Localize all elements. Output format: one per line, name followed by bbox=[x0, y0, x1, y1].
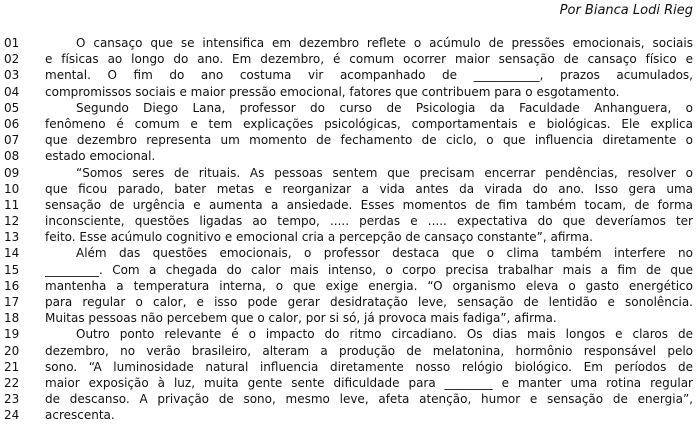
line-number: 20 bbox=[4, 343, 20, 358]
line-text: de descanso. A privação de sono, mesmo leve, afeta atenção, humor e sensação de energia”, bbox=[45, 392, 693, 407]
line-text: que ficou parado, bater metas e reorganizar a vida antes da virada do ano. Isso gera uma bbox=[45, 181, 693, 196]
line-number: 18 bbox=[4, 311, 20, 326]
line-number: 13 bbox=[4, 230, 20, 245]
text-line bbox=[0, 132, 699, 148]
line-text: inconsciente, questões ligadas ao tempo, ..... perdas e ..... expectativa do que deveríamos ter bbox=[45, 214, 693, 229]
text-line bbox=[0, 148, 699, 164]
text-line bbox=[0, 326, 699, 342]
text-line bbox=[0, 262, 699, 278]
line-text: Outro ponto relevante é o impacto do ritmo circadiano. Os dias mais longos e claros de bbox=[76, 327, 693, 342]
line-number: 19 bbox=[4, 327, 20, 342]
line-text: sono. “A luminosidade natural influencia diretamente nosso relógio biológico. Em períodos de bbox=[45, 359, 693, 374]
line-text: O cansaço que se intensifica em dezembro reflete o acúmulo de pressões emocionais, sociais bbox=[76, 36, 693, 50]
line-text: para regular o calor, e isso pode gerar desidratação leve, sensação de lentidão e sonolência. bbox=[45, 295, 693, 309]
line-number: 05 bbox=[4, 100, 20, 115]
author-byline: Por Bianca Lodi Rieg bbox=[559, 3, 693, 18]
line-number: 22 bbox=[4, 375, 20, 390]
text-line bbox=[0, 35, 699, 51]
text-line bbox=[0, 67, 699, 83]
line-text: que dezembro representa um momento de fechamento de ciclo, o que influencia diretamente o bbox=[45, 133, 693, 148]
line-text: “Somos seres de rituais. As pessoas sentem que precisam encerrar pendências, resolver o bbox=[76, 165, 693, 180]
line-number: 24 bbox=[4, 408, 20, 423]
text-line bbox=[0, 116, 699, 132]
text-line bbox=[0, 359, 699, 375]
line-text: Além das questões emocionais, o professor destaca que o clima também interfere no bbox=[76, 246, 693, 261]
line-number: 08 bbox=[4, 149, 20, 164]
line-number: 12 bbox=[4, 214, 20, 229]
text-line bbox=[0, 407, 699, 423]
line-number: 14 bbox=[4, 246, 20, 261]
line-number: 09 bbox=[4, 165, 20, 180]
line-number: 06 bbox=[4, 116, 20, 131]
line-text: mental. O fim do ano costuma vir acompanhado de ___________, prazos acumulados, bbox=[45, 68, 693, 83]
line-text: Muitas pessoas não percebem que o calor, por si só, já provoca mais fadiga”, afirma. bbox=[45, 311, 557, 326]
text-line bbox=[0, 294, 699, 310]
line-text: feito. Esse acúmulo cognitivo e emocional cria a percepção de cansaço constante”, afirma. bbox=[45, 230, 594, 245]
line-text: acrescenta. bbox=[45, 408, 115, 423]
line-number: 17 bbox=[4, 295, 20, 309]
text-line bbox=[0, 343, 699, 359]
text-line bbox=[0, 51, 699, 67]
line-number: 10 bbox=[4, 181, 20, 196]
line-text: maior exposição à luz, muita gente sente dificuldade para ________ e manter uma rotina regular bbox=[45, 375, 693, 390]
text-line bbox=[0, 375, 699, 391]
line-number: 01 bbox=[4, 36, 20, 50]
line-number: 04 bbox=[4, 84, 20, 99]
text-line bbox=[0, 310, 699, 326]
line-number: 03 bbox=[4, 68, 20, 83]
line-text: sensação de urgência e aumenta a ansiedade. Esses momentos de fim também tocam, de forma bbox=[45, 197, 693, 212]
line-number: 02 bbox=[4, 52, 20, 67]
line-text: estado emocional. bbox=[45, 149, 156, 164]
line-text: Segundo Diego Lana, professor do curso de Psicologia da Faculdade Anhanguera, o bbox=[76, 100, 693, 115]
line-text: e físicas ao longo do ano. Em dezembro, é comum ocorrer maior sensação de cansaço físico e bbox=[45, 52, 693, 67]
line-number: 16 bbox=[4, 278, 20, 293]
line-number: 15 bbox=[4, 262, 20, 277]
text-line bbox=[0, 213, 699, 229]
text-line bbox=[0, 84, 699, 100]
line-number: 07 bbox=[4, 133, 20, 148]
text-line bbox=[0, 165, 699, 181]
text-line bbox=[0, 181, 699, 197]
text-line bbox=[0, 197, 699, 213]
line-text: fenômeno é comum e tem explicações psicológicas, comportamentais e biológicas. Ele explica bbox=[45, 116, 693, 131]
line-number: 21 bbox=[4, 359, 20, 374]
line-text: dezembro, no verão brasileiro, alteram a produção de melatonina, hormônio responsável pelo bbox=[45, 343, 693, 358]
line-text: mantenha a temperatura interna, o que exige energia. “O organismo eleva o gasto energético bbox=[45, 278, 693, 293]
line-text: compromissos sociais e maior pressão emocional, fatores que contribuem para o esgotamento. bbox=[45, 84, 620, 99]
text-line bbox=[0, 245, 699, 261]
text-line bbox=[0, 278, 699, 294]
text-line bbox=[0, 391, 699, 407]
line-number: 11 bbox=[4, 197, 20, 212]
line-number: 23 bbox=[4, 392, 20, 407]
text-line bbox=[0, 229, 699, 245]
numbered-text-body bbox=[0, 35, 699, 424]
text-line bbox=[0, 100, 699, 116]
line-text: _________. Com a chegada do calor mais intenso, o corpo precisa trabalhar mais a fim de que bbox=[45, 262, 693, 277]
